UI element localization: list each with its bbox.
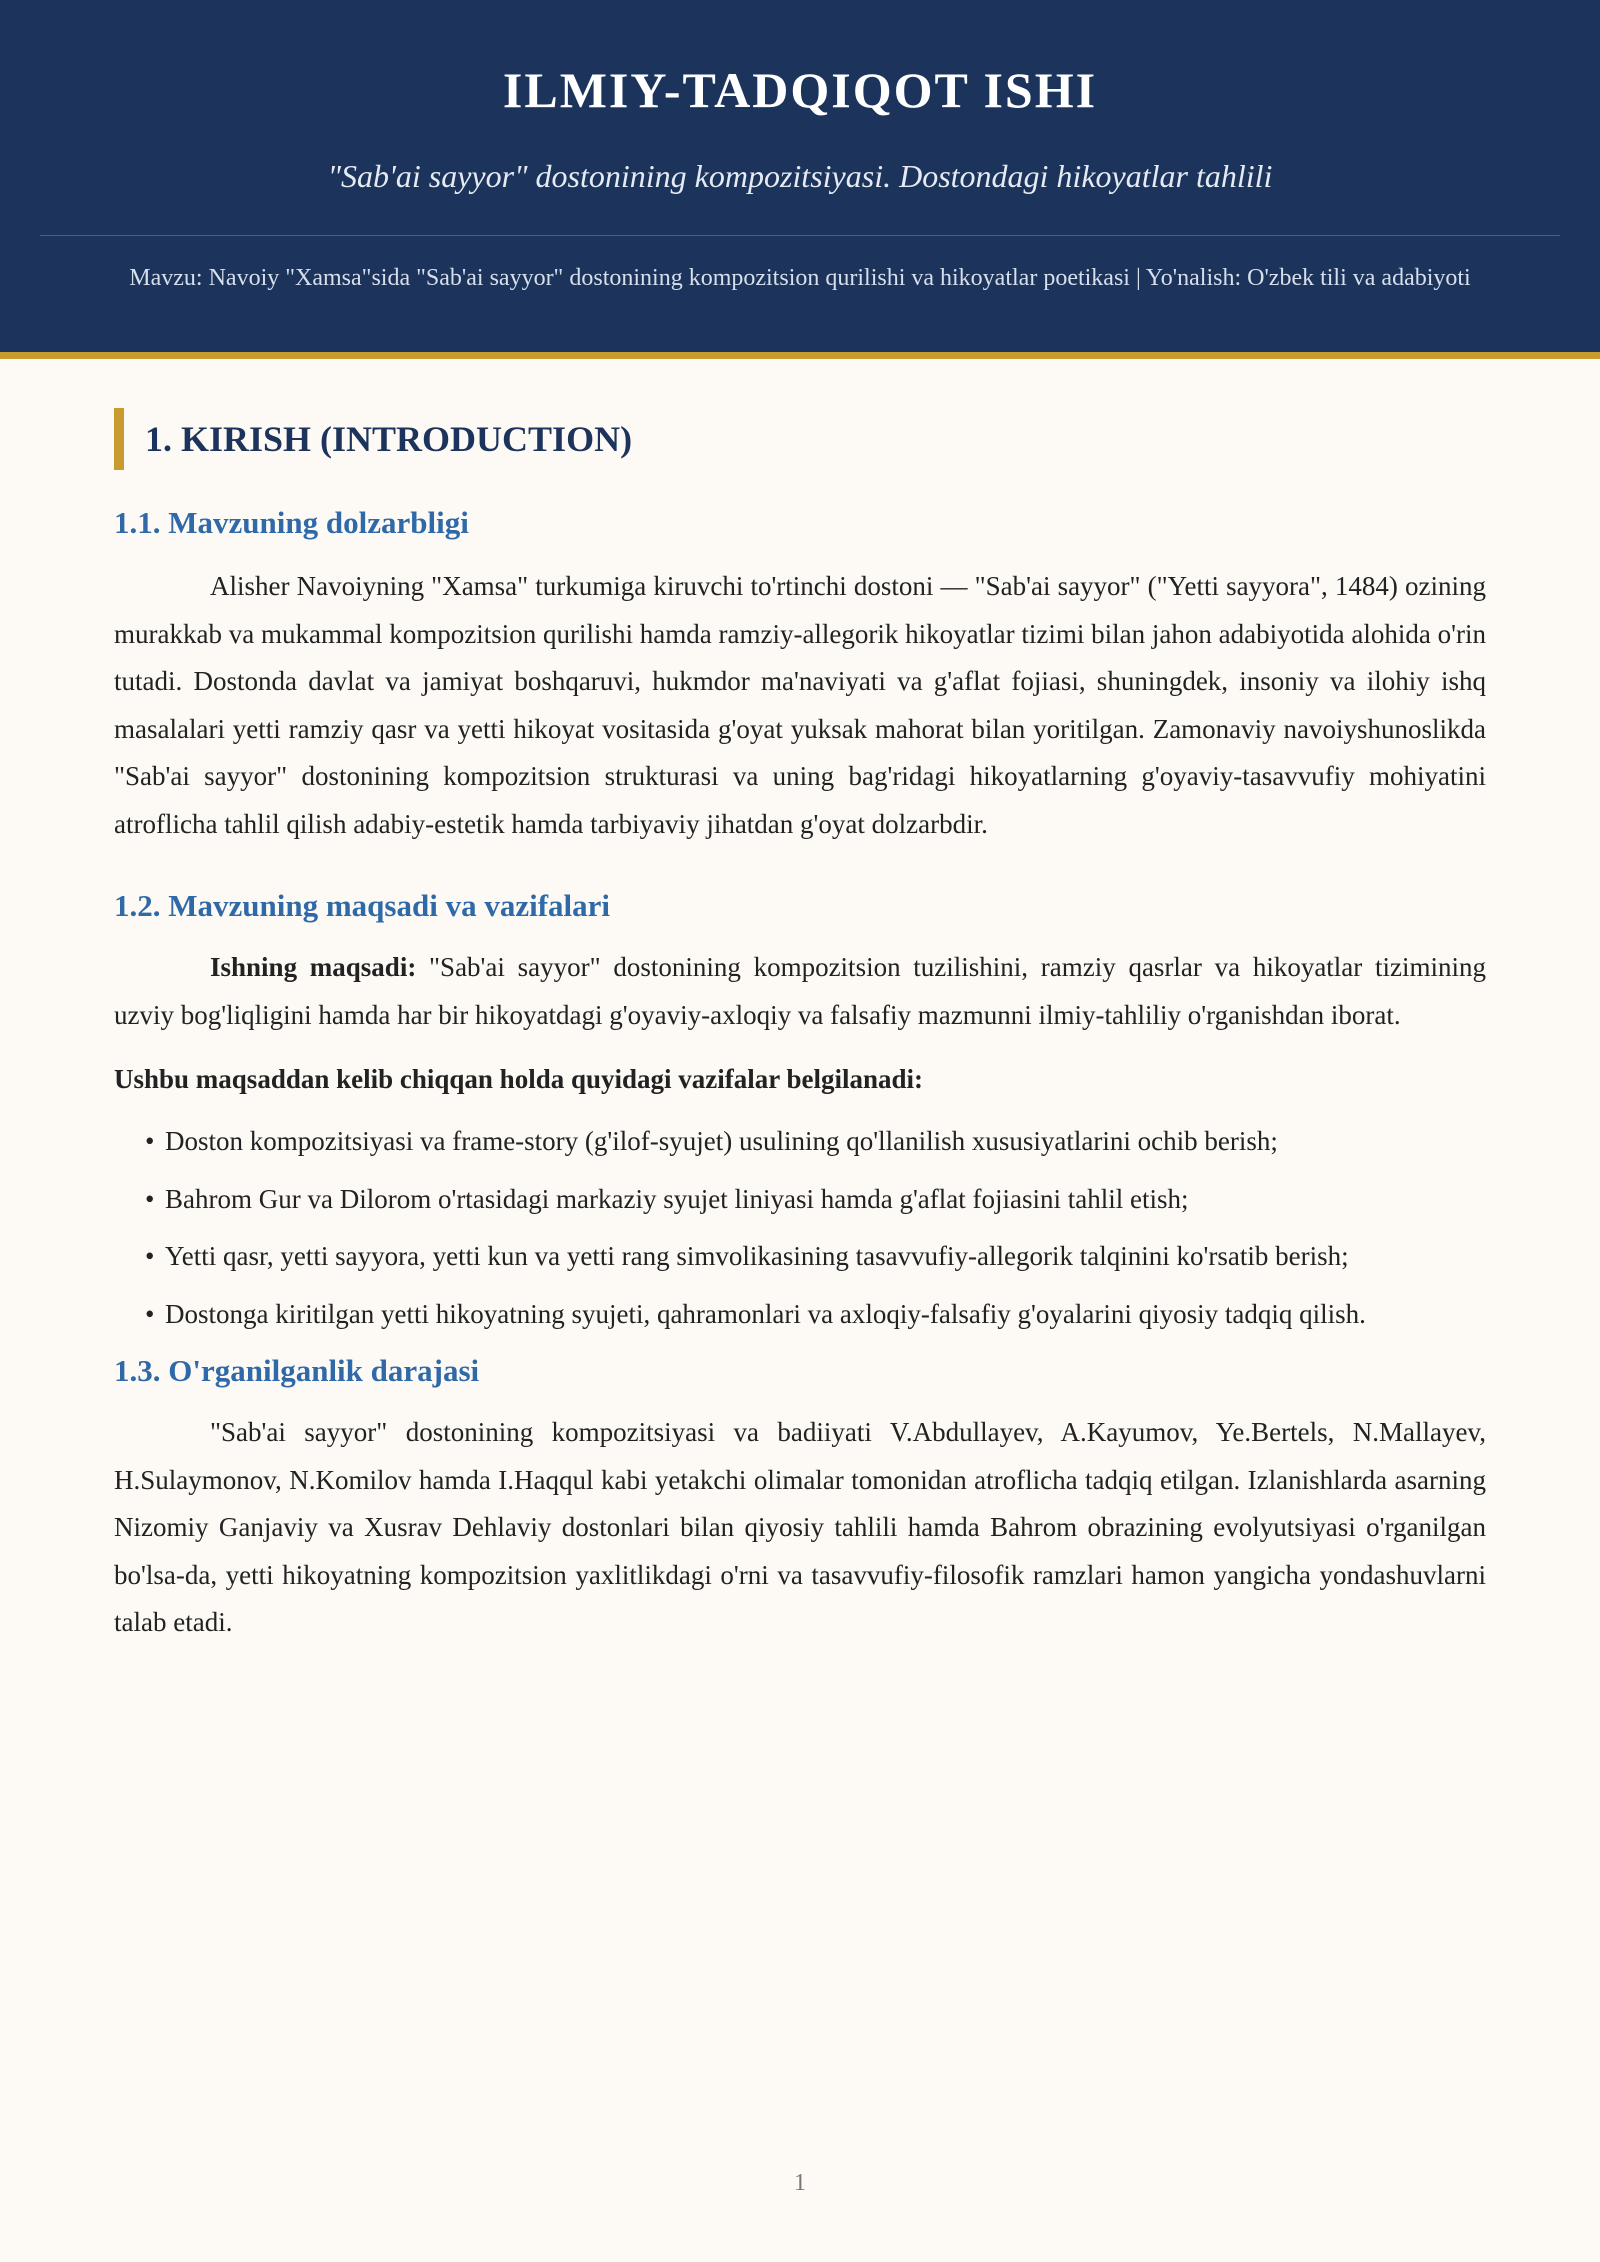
list-item <box>114 1121 1486 1161</box>
list-item <box>114 1179 1486 1219</box>
page-number: 1 <box>794 2170 806 2196</box>
subsection-heading-research-level: 1.3. O'rganilganlik darajasi <box>114 1353 480 1388</box>
section-heading-introduction <box>114 408 1486 470</box>
list-item-text: Doston kompozitsiyasi va frame-story (g'ilof-syujet) usulining qo'llanilish xususiyatlarini ochib berish; <box>165 1126 1278 1156</box>
list-item-text: Bahrom Gur va Dilorom o'rtasidagi markaziy syujet liniyasi hamda g'aflat fojiasini tahlil etish; <box>165 1183 1189 1214</box>
document-header <box>0 0 1600 359</box>
research-level-paragraph: "Sab'ai sayyor" dostonining kompozitsiyasi va badiiyati V.Abdullayev, A.Kayumov, Ye.Bertels, N.Mallayev, H.Sulaymonov, N.Komilov hamda I.Haqqul kabi yetakchi olimalar tomonidan atroflicha tadqiq etilgan. Izlanishlarda asarning Nizomiy Ganjaviy va Xusrav Dehlaviy dostonlari bilan qiyosiy tahlili hamda Bahrom obrazining evolyutsiyasi o'rganilgan bo'lsa-da, yetti hikoyatning kompozitsion yaxlitlikdagi o'rni va tasavvufiy-filosofik ramzlari hamon yangicha yondashuvlarni talab etadi. <box>114 1417 1486 1637</box>
section-heading-text: 1. KIRISH (INTRODUCTION) <box>145 419 633 459</box>
bullet-marker: • <box>145 1126 155 1156</box>
bullet-marker: • <box>145 1183 155 1214</box>
document-title: ILMIY-TADQIQOT ISHI <box>502 62 1098 118</box>
list-item <box>114 1294 1486 1334</box>
goal-paragraph <box>114 944 1486 1039</box>
relevance-paragraph: Alisher Navoiyning "Xamsa" turkumiga kiruvchi to'rtinchi dostoni — "Sab'ai sayyor" ("Yetti sayyora", 1484) ozining murakkab va mukammal kompozitsion qurilishi hamda ramziy-allegorik hikoyatlar tizimi bilan jahon adabiyotida alohida o'rin tutadi. Dostonda davlat va jamiyat boshqaruvi, hukmdor ma'naviyati va g'aflat fojiasi, shuningdek, insoniy va ilohiy ishq masalalari yetti ramziy qasr va yetti hikoyat vositasida g'oyat yuksak mahorat bilan yoritilgan. Zamonaviy navoiyshunoslikda "Sab'ai sayyor" dostonining kompozitsion strukturasi va uning bag'ridagi hikoyatlarning g'oyaviy-tasavvufiy mohiyatini atroflicha tahlil qilish adabiy-estetik hamda tarbiyaviy jihatdan g'oyat dolzarbdir. <box>114 571 1486 839</box>
tasks-list <box>114 1121 1486 1334</box>
list-item <box>114 1236 1486 1276</box>
list-item-text: Dostonga kiritilgan yetti hikoyatning syujeti, qahramonlari va axloqiy-falsafiy g'oyalarini qiyosiy tadqiq qilish. <box>165 1298 1366 1329</box>
tasks-intro: Ushbu maqsaddan kelib chiqqan holda quyidagi vazifalar belgilanadi: <box>114 1064 924 1094</box>
document-subtitle: "Sab'ai sayyor" dostonining kompozitsiyasi. Dostondagi hikoyatlar tahlili <box>327 158 1273 194</box>
bullet-marker: • <box>145 1241 155 1271</box>
goal-label: Ishning maqsadi: <box>210 952 417 982</box>
goal-text: "Sab'ai sayyor" dostonining kompozitsion tuzilishini, ramziy qasrlar va hikoyatlar tizimining uzviy bog'liqligini hamda har bir hikoyatdagi g'oyaviy-axloqiy va falsafiy mazmunni ilmiy-tahliliy o'rganishdan iborat. <box>114 952 1486 1030</box>
heading-accent-bar <box>114 408 124 470</box>
bullet-marker: • <box>145 1298 155 1329</box>
header-divider <box>40 235 1560 236</box>
list-item-text: Yetti qasr, yetti sayyora, yetti kun va yetti rang simvolikasining tasavvufiy-allegorik talqinini ko'rsatib berish; <box>165 1241 1349 1271</box>
document-topic-line: Mavzu: Navoiy "Xamsa"sida "Sab'ai sayyor" dostonining kompozitsion qurilishi va hikoyatlar poetikasi | Yo'nalish: O'zbek tili va adabiyoti <box>129 265 1471 291</box>
subsection-heading-relevance: 1.1. Mavzuning dolzarbligi <box>114 505 469 540</box>
document-body <box>114 408 1486 1647</box>
subsection-heading-goals: 1.2. Mavzuning maqsadi va vazifalari <box>114 888 611 923</box>
